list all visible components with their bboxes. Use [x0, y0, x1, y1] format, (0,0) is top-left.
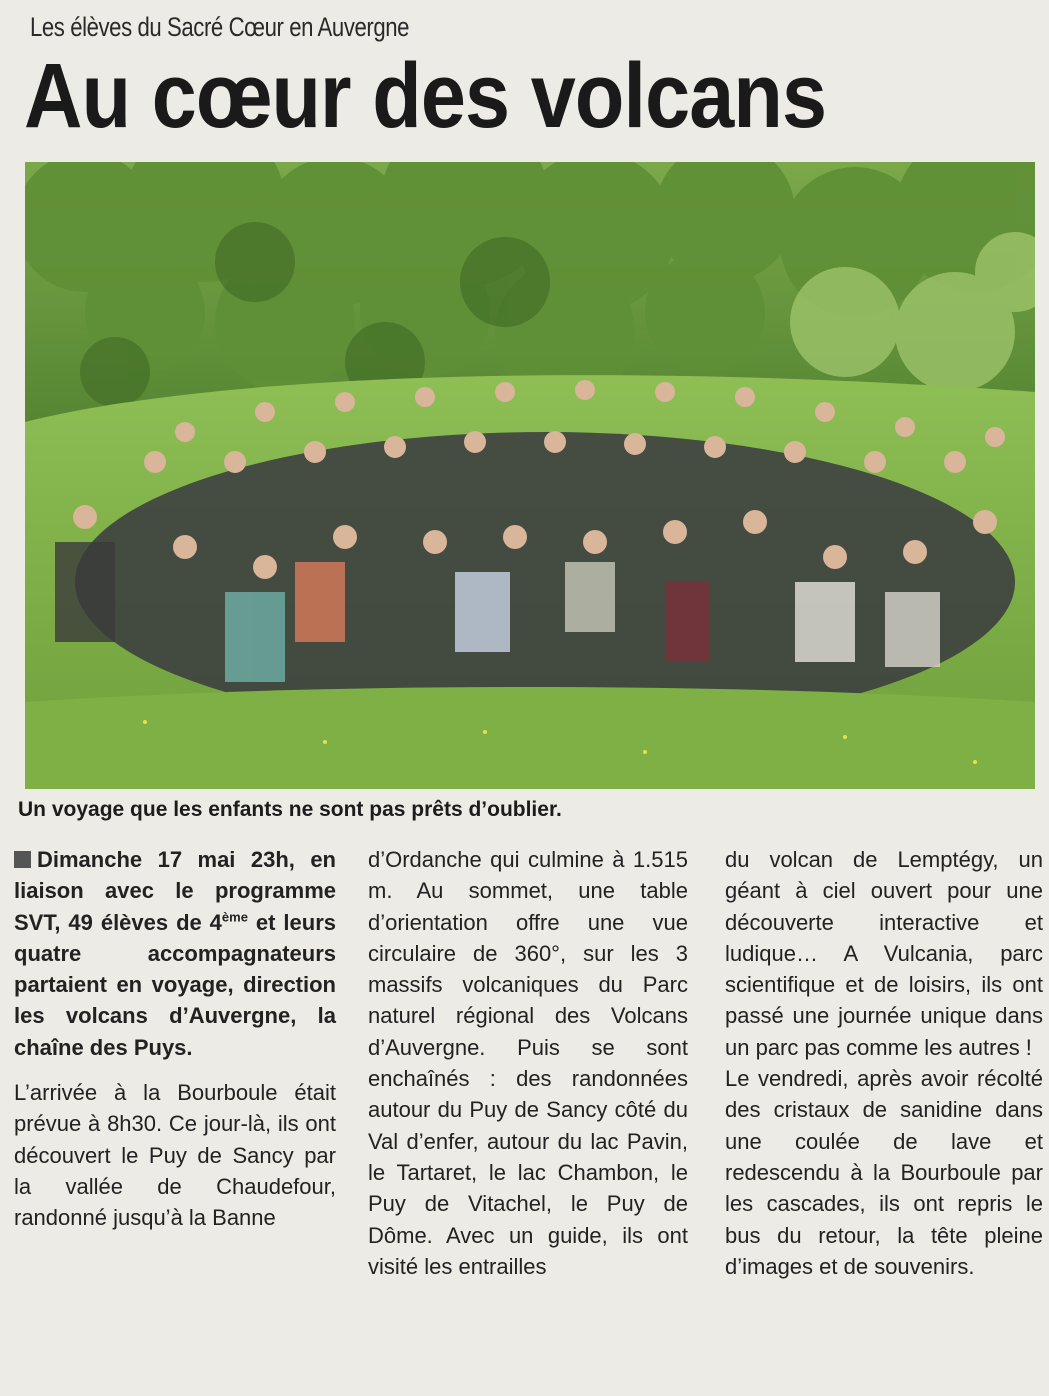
lead-superscript: ème [221, 909, 248, 925]
lead-paragraph [14, 844, 336, 1063]
body-paragraph: Le vendredi, après avoir récolté des cristaux de sanidine dans une coulée de lave et redescendu à la Bourboule par les cascades, ils ont repris le bus du retour, la tête pleine d’images et de souvenirs. [725, 1066, 1043, 1279]
photo-caption: Un voyage que les enfants ne sont pas prêts d’oublier. [18, 798, 562, 821]
group-photo [25, 162, 1035, 789]
headline: Au cœur des volcans [24, 45, 827, 147]
body-paragraph: L’arrivée à la Bourboule était prévue à 8h30. Ce jour-là, ils ont découvert le Puy de Sancy par la vallée de Chaudefour, randonné jusqu’à la Banne [14, 1080, 336, 1231]
text-column-2 [368, 844, 688, 1296]
body-paragraph: d’Ordanche qui culmine à 1.515 m. Au sommet, une table d’orientation offre une vue circulaire de 360°, sur les 3 massifs volcaniques du Parc naturel régional des Volcans d’Auvergne. Puis se sont enchaînés : des randonnées autour du Puy de Sancy côté du Val d’enfer, autour du lac Pavin, le Tartaret, le lac Chambon, le Puy de Vitachel, le Puy de Dôme. Avec un guide, ils ont visité les entrailles [368, 847, 688, 1279]
lead-square-marker [14, 851, 31, 868]
kicker: Les élèves du Sacré Cœur en Auvergne [30, 12, 410, 42]
text-column-3 [725, 844, 1043, 1296]
text-column-1 [14, 844, 336, 1248]
lead-text-end: et leurs quatre accompagnateurs partaient en voyage, direction les volcans d’Auvergne, la chaîne des Puys. [14, 909, 336, 1060]
lead-text: Dimanche 17 mai 23h, en liaison avec le programme SVT, 49 élèves de 4 [14, 847, 336, 935]
body-paragraph: du volcan de Lemptégy, un géant à ciel ouvert pour une découverte interactive et ludique… A Vulcania, parc scientifique et de loisirs, ils ont passé une journée unique dans un parc pas comme les autres ! [725, 847, 1043, 1060]
